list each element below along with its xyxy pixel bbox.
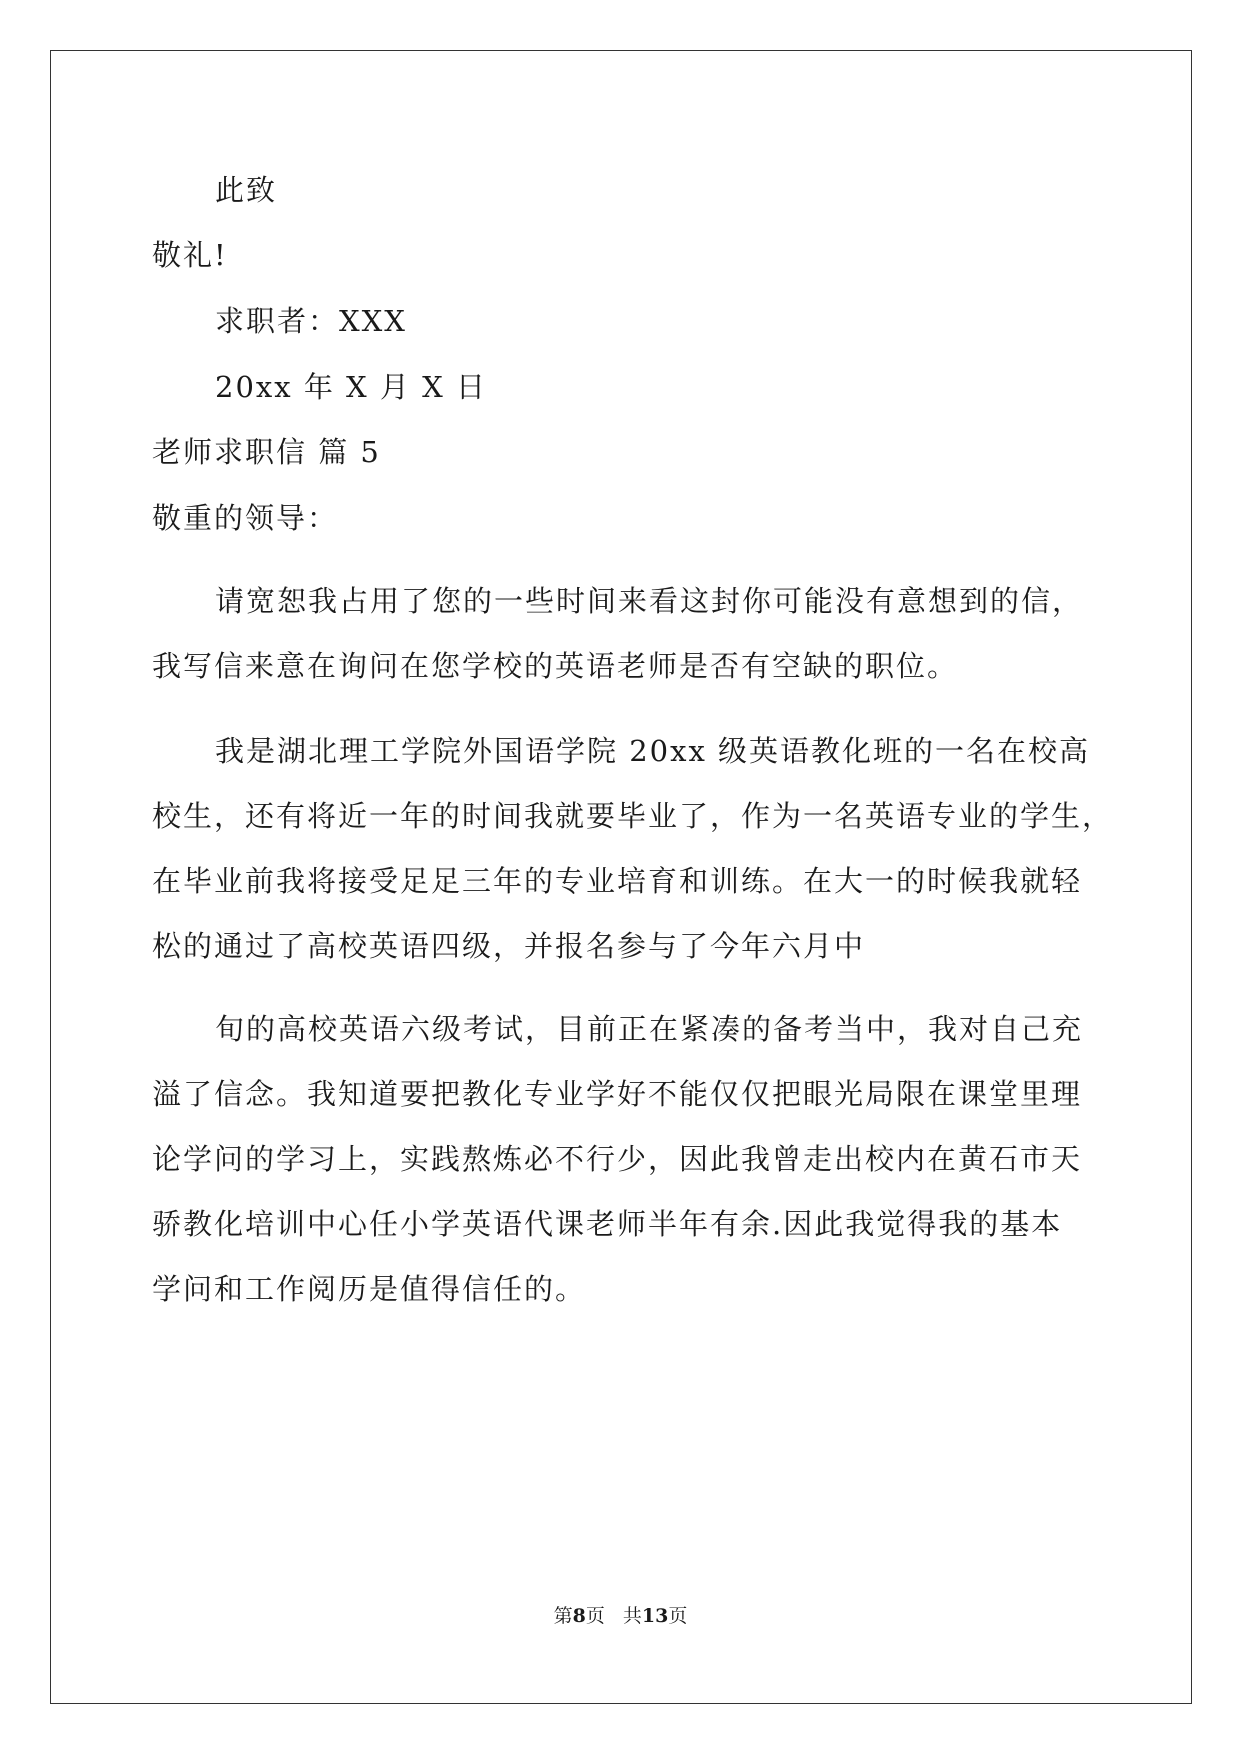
body-line: 我写信来意在询问在您学校的英语老师是否有空缺的职位。 — [152, 649, 959, 683]
body-line: 在毕业前我将接受足足三年的专业培育和训练。在大一的时候我就轻 — [152, 864, 1083, 898]
page-suffix: 页 — [585, 1605, 605, 1627]
body-line: 松的通过了高校英语四级，并报名参与了今年六月中 — [152, 929, 866, 963]
greeting: 敬重的领导： — [152, 501, 339, 535]
body-line: 论学问的学习上，实践熬炼必不行少，因此我曾走出校内在黄石市天 — [152, 1142, 1083, 1176]
closing-salutation: 此致 — [215, 173, 278, 207]
section-heading: 老师求职信 篇 5 — [152, 435, 381, 469]
body-line: 学问和工作阅历是值得信任的。 — [152, 1272, 587, 1306]
page-total: 13 — [641, 1605, 669, 1627]
signature-applicant: 求职者：XXX — [215, 304, 407, 338]
signature-date: 20xx 年 X 月 X 日 — [215, 370, 487, 404]
body-line: 请宽恕我占用了您的一些时间来看这封你可能没有意想到的信， — [215, 584, 1084, 618]
total-prefix: 共 — [622, 1605, 642, 1627]
body-line: 校生，还有将近一年的时间我就要毕业了，作为一名英语专业的学生， — [152, 799, 1114, 833]
body-line: 溢了信念。我知道要把教化专业学好不能仅仅把眼光局限在课堂里理 — [152, 1077, 1083, 1111]
body-line: 骄教化培训中心任小学英语代课老师半年有余.因此我觉得我的基本 — [152, 1207, 1063, 1241]
page-prefix: 第 — [553, 1605, 573, 1627]
total-suffix: 页 — [668, 1605, 688, 1627]
closing-respect: 敬礼! — [152, 238, 228, 272]
body-line: 我是湖北理工学院外国语学院 20xx 级英语教化班的一名在校高 — [215, 734, 1091, 768]
page-footer — [0, 1603, 1241, 1629]
page-number: 8 — [572, 1605, 586, 1627]
body-line: 旬的高校英语六级考试，目前正在紧凑的备考当中，我对自己充 — [215, 1012, 1084, 1046]
